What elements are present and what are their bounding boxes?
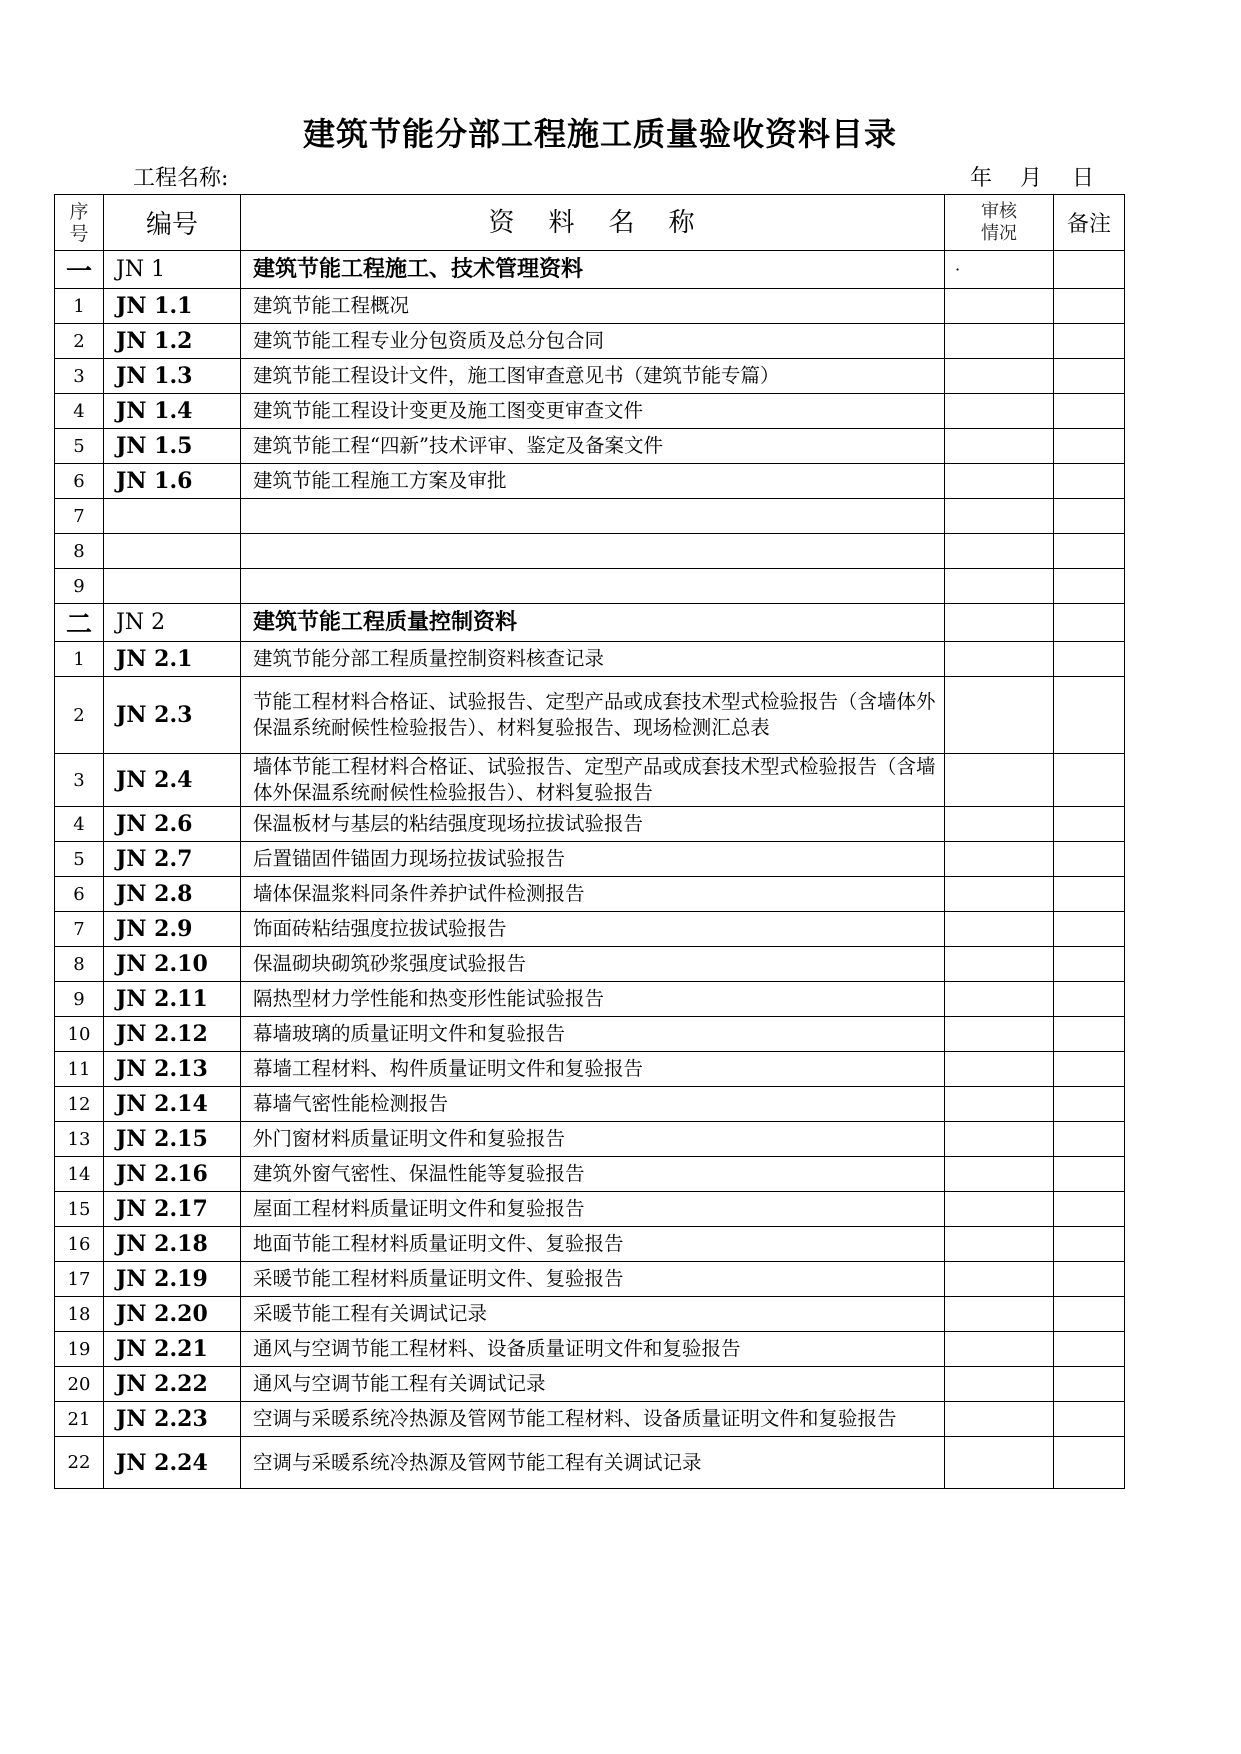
row-note (1054, 604, 1125, 642)
row-note (1054, 1122, 1125, 1157)
row-code: JN 2.6 (104, 807, 241, 842)
row-note (1054, 1052, 1125, 1087)
table-row (55, 1402, 1125, 1437)
row-name: 建筑节能工程专业分包资质及总分包合同 (241, 324, 945, 359)
row-name: 屋面工程材料质量证明文件和复验报告 (241, 1192, 945, 1227)
row-note (1054, 569, 1125, 604)
header-seq-line2: 号 (69, 222, 89, 245)
header-review-line2: 情况 (981, 222, 1017, 244)
date-day-label: 日 (1072, 166, 1095, 191)
table-row (55, 1332, 1125, 1367)
row-note (1054, 359, 1125, 394)
catalog-table (54, 194, 1125, 1489)
row-review (945, 359, 1054, 394)
row-name: 建筑节能分部工程质量控制资料核查记录 (241, 642, 945, 677)
table-row (55, 982, 1125, 1017)
row-code: JN 2.9 (104, 912, 241, 947)
row-code: JN 2.19 (104, 1262, 241, 1297)
table-row (55, 499, 1125, 534)
row-seq: 一 (55, 251, 104, 289)
row-seq: 5 (55, 429, 104, 464)
row-note (1054, 877, 1125, 912)
row-name (241, 534, 945, 569)
row-review (945, 604, 1054, 642)
row-seq: 3 (55, 359, 104, 394)
row-note (1054, 1017, 1125, 1052)
row-review (945, 677, 1054, 754)
row-name (241, 569, 945, 604)
row-code: JN 1.1 (104, 289, 241, 324)
row-code: JN 2.15 (104, 1122, 241, 1157)
row-code: JN 2.7 (104, 842, 241, 877)
header-seq-line1: 序 (69, 200, 89, 223)
project-name-label: 工程名称: (133, 166, 229, 191)
section-row (55, 604, 1125, 642)
row-name: 空调与采暖系统冷热源及管网节能工程有关调试记录 (241, 1437, 945, 1489)
row-review (945, 569, 1054, 604)
row-review: · (945, 251, 1054, 289)
header-note: 备注 (1054, 195, 1125, 251)
table-row (55, 324, 1125, 359)
row-review (945, 912, 1054, 947)
table-row (55, 807, 1125, 842)
row-seq: 16 (55, 1227, 104, 1262)
row-note (1054, 1437, 1125, 1489)
row-name: 建筑节能工程概况 (241, 289, 945, 324)
row-name: 建筑节能工程设计变更及施工图变更审查文件 (241, 394, 945, 429)
row-code: JN 1 (104, 251, 241, 289)
row-name: 后置锚固件锚固力现场拉拔试验报告 (241, 842, 945, 877)
row-name: 采暖节能工程材料质量证明文件、复验报告 (241, 1262, 945, 1297)
row-code: JN 2.11 (104, 982, 241, 1017)
row-name: 幕墙气密性能检测报告 (241, 1087, 945, 1122)
row-review (945, 1017, 1054, 1052)
row-review (945, 1262, 1054, 1297)
row-seq: 14 (55, 1157, 104, 1192)
row-seq: 3 (55, 754, 104, 807)
row-note (1054, 842, 1125, 877)
row-note (1054, 429, 1125, 464)
row-note (1054, 642, 1125, 677)
row-seq: 5 (55, 842, 104, 877)
row-name: 建筑节能工程“四新”技术评审、鉴定及备案文件 (241, 429, 945, 464)
row-seq: 1 (55, 289, 104, 324)
table-row (55, 642, 1125, 677)
row-name: 建筑外窗气密性、保温性能等复验报告 (241, 1157, 945, 1192)
table-row (55, 912, 1125, 947)
row-seq: 13 (55, 1122, 104, 1157)
row-review (945, 1227, 1054, 1262)
row-code: JN 2.23 (104, 1402, 241, 1437)
row-name: 墙体保温浆料同条件养护试件检测报告 (241, 877, 945, 912)
row-review (945, 947, 1054, 982)
row-seq: 6 (55, 464, 104, 499)
table-row (55, 1017, 1125, 1052)
table-header-row (55, 195, 1125, 251)
row-name: 节能工程材料合格证、试验报告、定型产品或成套技术型式检验报告（含墙体外保温系统耐候性检验报告）、材料复验报告、现场检测汇总表 (241, 677, 945, 754)
table-row (55, 1437, 1125, 1489)
row-seq: 4 (55, 807, 104, 842)
row-code (104, 534, 241, 569)
row-name: 幕墙玻璃的质量证明文件和复验报告 (241, 1017, 945, 1052)
row-note (1054, 289, 1125, 324)
row-note (1054, 251, 1125, 289)
row-note (1054, 1297, 1125, 1332)
row-seq: 12 (55, 1087, 104, 1122)
row-name: 建筑节能工程设计文件，施工图审查意见书（建筑节能专篇） (241, 359, 945, 394)
row-review (945, 807, 1054, 842)
row-code: JN 2.8 (104, 877, 241, 912)
table-row (55, 359, 1125, 394)
row-review (945, 464, 1054, 499)
row-name: 墙体节能工程材料合格证、试验报告、定型产品或成套技术型式检验报告（含墙体外保温系统耐候性检验报告）、材料复验报告 (241, 754, 945, 807)
table-row (55, 394, 1125, 429)
row-code: JN 2.3 (104, 677, 241, 754)
table-row (55, 464, 1125, 499)
row-code (104, 569, 241, 604)
table-row (55, 534, 1125, 569)
row-code: JN 2 (104, 604, 241, 642)
row-name: 建筑节能工程施工、技术管理资料 (241, 251, 945, 289)
header-review (945, 195, 1054, 251)
row-code: JN 1.3 (104, 359, 241, 394)
table-row (55, 842, 1125, 877)
row-note (1054, 1332, 1125, 1367)
row-code: JN 2.12 (104, 1017, 241, 1052)
row-seq: 17 (55, 1262, 104, 1297)
row-note (1054, 1192, 1125, 1227)
row-code: JN 2.18 (104, 1227, 241, 1262)
row-review (945, 982, 1054, 1017)
row-review (945, 429, 1054, 464)
section-row (55, 251, 1125, 289)
row-code: JN 2.10 (104, 947, 241, 982)
row-note (1054, 912, 1125, 947)
row-name: 通风与空调节能工程有关调试记录 (241, 1367, 945, 1402)
row-name: 采暖节能工程有关调试记录 (241, 1297, 945, 1332)
row-seq: 7 (55, 499, 104, 534)
table-row (55, 289, 1125, 324)
row-note (1054, 1262, 1125, 1297)
row-note (1054, 754, 1125, 807)
row-code: JN 2.21 (104, 1332, 241, 1367)
row-review (945, 1297, 1054, 1332)
row-name: 隔热型材力学性能和热变形性能试验报告 (241, 982, 945, 1017)
row-code: JN 1.6 (104, 464, 241, 499)
row-note (1054, 464, 1125, 499)
table-row (55, 1262, 1125, 1297)
table-row (55, 947, 1125, 982)
row-seq: 8 (55, 947, 104, 982)
row-review (945, 842, 1054, 877)
table-row (55, 1052, 1125, 1087)
date-month-label: 月 (1020, 166, 1043, 191)
row-review (945, 1402, 1054, 1437)
row-note (1054, 1402, 1125, 1437)
row-review (945, 1367, 1054, 1402)
row-name: 通风与空调节能工程材料、设备质量证明文件和复验报告 (241, 1332, 945, 1367)
row-name: 幕墙工程材料、构件质量证明文件和复验报告 (241, 1052, 945, 1087)
row-seq: 2 (55, 677, 104, 754)
header-seq (55, 195, 104, 251)
date-fields (970, 164, 1094, 194)
row-seq: 二 (55, 604, 104, 642)
row-review (945, 1087, 1054, 1122)
row-note (1054, 499, 1125, 534)
row-review (945, 1332, 1054, 1367)
row-review (945, 1122, 1054, 1157)
row-name: 保温板材与基层的粘结强度现场拉拔试验报告 (241, 807, 945, 842)
row-note (1054, 1227, 1125, 1262)
row-name: 建筑节能工程施工方案及审批 (241, 464, 945, 499)
row-seq: 8 (55, 534, 104, 569)
row-name (241, 499, 945, 534)
row-code: JN 1.4 (104, 394, 241, 429)
row-name: 地面节能工程材料质量证明文件、复验报告 (241, 1227, 945, 1262)
row-seq: 4 (55, 394, 104, 429)
row-seq: 11 (55, 1052, 104, 1087)
row-code: JN 2.4 (104, 754, 241, 807)
row-seq: 7 (55, 912, 104, 947)
row-code: JN 2.14 (104, 1087, 241, 1122)
row-review (945, 877, 1054, 912)
row-seq: 2 (55, 324, 104, 359)
header-code: 编号 (104, 195, 241, 251)
page-title: 建筑节能分部工程施工质量验收资料目录 (302, 115, 897, 153)
row-note (1054, 394, 1125, 429)
row-note (1054, 947, 1125, 982)
row-review (945, 534, 1054, 569)
row-review (945, 754, 1054, 807)
row-review (945, 1192, 1054, 1227)
row-note (1054, 1157, 1125, 1192)
row-review (945, 289, 1054, 324)
header-name: 资料名称 (241, 195, 945, 251)
table-row (55, 1122, 1125, 1157)
row-name: 保温砌块砌筑砂浆强度试验报告 (241, 947, 945, 982)
row-code (104, 499, 241, 534)
table-row (55, 1157, 1125, 1192)
row-seq: 18 (55, 1297, 104, 1332)
row-name: 空调与采暖系统冷热源及管网节能工程材料、设备质量证明文件和复验报告 (241, 1402, 945, 1437)
row-seq: 19 (55, 1332, 104, 1367)
table-row (55, 1087, 1125, 1122)
table-row (55, 1192, 1125, 1227)
row-note (1054, 324, 1125, 359)
row-name: 建筑节能工程质量控制资料 (241, 604, 945, 642)
table-row (55, 1297, 1125, 1332)
row-seq: 10 (55, 1017, 104, 1052)
row-review (945, 1157, 1054, 1192)
row-note (1054, 1087, 1125, 1122)
row-seq: 1 (55, 642, 104, 677)
row-code: JN 1.2 (104, 324, 241, 359)
row-note (1054, 1367, 1125, 1402)
row-note (1054, 807, 1125, 842)
row-code: JN 2.13 (104, 1052, 241, 1087)
row-seq: 22 (55, 1437, 104, 1489)
row-code: JN 2.20 (104, 1297, 241, 1332)
row-code: JN 2.16 (104, 1157, 241, 1192)
table-row (55, 677, 1125, 754)
row-review (945, 642, 1054, 677)
row-review (945, 1437, 1054, 1489)
row-review (945, 324, 1054, 359)
table-row (55, 754, 1125, 807)
table-row (55, 877, 1125, 912)
table-row (55, 429, 1125, 464)
row-seq: 15 (55, 1192, 104, 1227)
row-code: JN 2.1 (104, 642, 241, 677)
row-code: JN 1.5 (104, 429, 241, 464)
row-code: JN 2.22 (104, 1367, 241, 1402)
row-note (1054, 982, 1125, 1017)
date-year-label: 年 (970, 166, 993, 191)
row-name: 饰面砖粘结强度拉拔试验报告 (241, 912, 945, 947)
row-code: JN 2.17 (104, 1192, 241, 1227)
row-seq: 21 (55, 1402, 104, 1437)
row-note (1054, 677, 1125, 754)
table-row (55, 1227, 1125, 1262)
row-review (945, 1052, 1054, 1087)
row-seq: 9 (55, 982, 104, 1017)
row-seq: 9 (55, 569, 104, 604)
table-row (55, 1367, 1125, 1402)
row-review (945, 394, 1054, 429)
row-review (945, 499, 1054, 534)
row-code: JN 2.24 (104, 1437, 241, 1489)
row-seq: 20 (55, 1367, 104, 1402)
row-name: 外门窗材料质量证明文件和复验报告 (241, 1122, 945, 1157)
row-note (1054, 534, 1125, 569)
row-seq: 6 (55, 877, 104, 912)
table-row (55, 569, 1125, 604)
header-review-line1: 审核 (981, 200, 1017, 222)
